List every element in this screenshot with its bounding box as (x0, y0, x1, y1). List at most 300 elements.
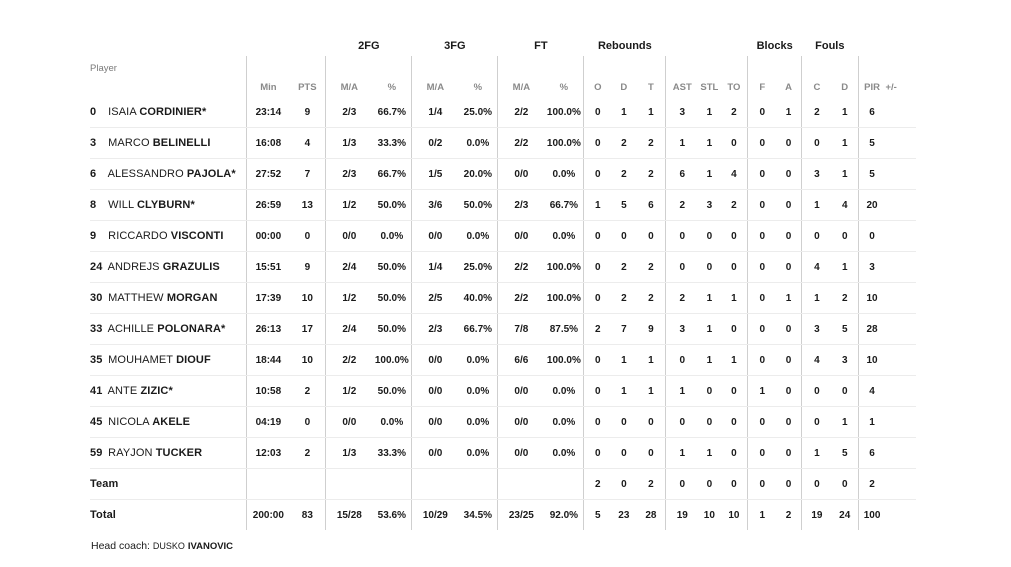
player-first-name: ACHILLE (107, 323, 155, 335)
stat-ft-pct: 66.7% (544, 190, 583, 221)
col-pir: PIR (858, 56, 885, 97)
stat-pir: 3 (858, 252, 885, 283)
stat-fg2-ma: 2/3 (326, 97, 373, 128)
stat-min: 26:59 (247, 190, 290, 221)
stat-fg2-pct: 100.0% (372, 345, 411, 376)
stat-blk-a: 0 (776, 221, 801, 252)
stat-fg3-ma: 0/2 (412, 128, 459, 159)
stat-to: 0 (721, 314, 748, 345)
player-cell (90, 314, 247, 345)
stat-pm (885, 438, 916, 469)
stat-pts: 0 (289, 221, 325, 252)
stat-min: 15:51 (247, 252, 290, 283)
player-cell (90, 283, 247, 314)
player-number: 59 (90, 447, 103, 459)
stat-foul-d: 0 (832, 376, 858, 407)
stat-foul-d: 1 (832, 97, 858, 128)
stat-min (247, 469, 290, 500)
stat-reb-o: 0 (584, 97, 611, 128)
stat-fg3-pct: 0.0% (458, 221, 497, 252)
group-ft: FT (534, 40, 548, 52)
stat-fg3-ma: 0/0 (412, 376, 459, 407)
stat-ft-ma: 2/2 (498, 252, 545, 283)
stat-pts (289, 469, 325, 500)
stat-foul-c: 4 (801, 252, 831, 283)
group-blocks: Blocks (756, 40, 793, 52)
stat-ft-pct: 92.0% (549, 509, 579, 521)
stat-fg3-pct: 0.0% (458, 345, 497, 376)
team-row (90, 469, 916, 500)
stat-blk-f: 0 (748, 345, 776, 376)
stat-reb-o: 0 (584, 438, 611, 469)
stat-fg2-ma: 2/2 (326, 345, 373, 376)
stat-fg3-pct: 34.5% (463, 509, 493, 521)
group-2fg: 2FG (358, 40, 380, 52)
stat-stl: 1 (698, 128, 720, 159)
stat-fg2-ma: 2/4 (326, 252, 373, 283)
col-plus-minus: +/- (885, 82, 897, 93)
player-row (90, 221, 916, 252)
stat-pm (885, 345, 916, 376)
stat-fg3-ma: 0/0 (412, 407, 459, 438)
stat-fg2-pct: 50.0% (372, 314, 411, 345)
stat-pm (885, 314, 916, 345)
stat-ft-pct: 0.0% (544, 376, 583, 407)
col-min: Min (247, 56, 290, 97)
player-row (90, 159, 916, 190)
stat-foul-c: 4 (801, 345, 831, 376)
stat-foul-c: 2 (801, 97, 831, 128)
stat-reb-o: 0 (584, 376, 611, 407)
stat-fg2-pct: 50.0% (372, 190, 411, 221)
stat-fg2-pct: 33.3% (372, 128, 411, 159)
player-row (90, 128, 916, 159)
stat-foul-d: 1 (832, 407, 858, 438)
stat-ft-pct: 100.0% (544, 97, 583, 128)
stat-fg3-pct: 20.0% (458, 159, 497, 190)
stat-reb-t: 1 (637, 97, 666, 128)
team-row-label: Team (90, 469, 247, 500)
stat-reb-o: 0 (584, 159, 611, 190)
stat-blk-f: 0 (748, 252, 776, 283)
stat-reb-o: 2 (584, 314, 611, 345)
stat-fg3-pct: 50.0% (458, 190, 497, 221)
player-row (90, 376, 916, 407)
stat-fg2-ma (326, 469, 373, 500)
col-foul-d: D (841, 82, 849, 93)
stat-reb-d: 2 (611, 283, 636, 314)
stat-blk-f: 0 (748, 314, 776, 345)
stat-pts: 7 (289, 159, 325, 190)
stat-reb-o: 0 (584, 283, 611, 314)
player-number: 41 (90, 385, 103, 397)
player-number: 45 (90, 416, 103, 428)
stat-stl: 10 (703, 509, 715, 521)
stat-to: 0 (721, 221, 748, 252)
stat-blk-f: 1 (748, 376, 776, 407)
stat-ast: 6 (666, 159, 698, 190)
stat-stl: 0 (698, 221, 720, 252)
stat-pm (885, 159, 916, 190)
stat-foul-d: 1 (832, 252, 858, 283)
stat-fg2-pct (372, 469, 411, 500)
col-reb-o: O (584, 56, 611, 97)
stat-pts: 9 (289, 97, 325, 128)
stat-to: 0 (721, 376, 748, 407)
player-number: 9 (90, 230, 97, 242)
head-coach-last-name: IVANOVIC (187, 541, 234, 552)
stat-ast: 2 (666, 190, 698, 221)
stat-blk-a: 2 (785, 509, 792, 521)
stat-fg3-ma: 2/3 (412, 314, 459, 345)
stat-fg3-ma: 0/0 (412, 345, 459, 376)
player-number: 3 (90, 137, 97, 149)
stat-fg3-ma: 0/0 (412, 221, 459, 252)
player-last-name: VISCONTI (170, 230, 224, 242)
player-last-name: GRAZULIS (162, 261, 220, 273)
stat-pir: 5 (858, 128, 885, 159)
player-row (90, 97, 916, 128)
player-cell (90, 438, 247, 469)
player-last-name: PAJOLA* (186, 168, 236, 180)
stat-blk-a: 0 (776, 345, 801, 376)
stat-blk-a: 0 (776, 469, 801, 500)
col-pts: PTS (298, 82, 317, 93)
stat-fg3-ma: 10/29 (412, 500, 459, 531)
stat-to: 0 (721, 438, 748, 469)
stat-pm (885, 252, 916, 283)
player-number: 8 (90, 199, 97, 211)
stat-pts: 2 (289, 438, 325, 469)
stat-blk-f: 0 (748, 190, 776, 221)
stat-reb-o: 0 (584, 407, 611, 438)
stat-blk-f: 0 (748, 469, 776, 500)
stat-reb-o: 1 (584, 190, 611, 221)
stat-pts: 13 (289, 190, 325, 221)
stat-reb-t: 2 (637, 159, 666, 190)
stat-fg2-ma: 1/3 (326, 438, 373, 469)
stat-ft-ma: 23/25 (498, 500, 545, 531)
stat-ast: 1 (666, 128, 698, 159)
stat-pir: 10 (858, 283, 885, 314)
stat-pts: 10 (289, 283, 325, 314)
stat-reb-d: 2 (611, 128, 636, 159)
group-rebounds: Rebounds (597, 40, 652, 52)
stat-pir: 20 (858, 190, 885, 221)
stat-reb-t: 2 (637, 128, 666, 159)
col-stl: STL (700, 82, 719, 93)
player-first-name: MOUHAMET (108, 354, 173, 366)
group-3fg: 3FG (444, 40, 466, 52)
stat-fg2-ma: 1/2 (326, 283, 373, 314)
stat-fg3-ma: 0/0 (412, 438, 459, 469)
head-coach-first-name: DUSKO (152, 541, 185, 551)
stat-fg3-ma: 1/4 (412, 252, 459, 283)
stat-fg3-ma (412, 469, 459, 500)
stat-ft-pct: 100.0% (544, 252, 583, 283)
stat-fg2-ma: 0/0 (326, 221, 373, 252)
stat-fg2-ma: 2/4 (326, 314, 373, 345)
stat-fg3-pct: 0.0% (458, 407, 497, 438)
stat-foul-c: 0 (801, 128, 831, 159)
player-cell (90, 221, 247, 252)
stat-reb-o: 2 (584, 469, 611, 500)
stat-pts: 2 (289, 376, 325, 407)
stat-blk-f: 0 (748, 221, 776, 252)
stat-reb-t: 2 (637, 252, 666, 283)
stat-pir: 6 (858, 97, 885, 128)
player-first-name: WILL (108, 199, 134, 211)
col-3fg-pct: % (473, 82, 483, 93)
player-row (90, 252, 916, 283)
stat-pir: 1 (858, 407, 885, 438)
stat-pm (885, 97, 916, 128)
stat-fg2-pct: 66.7% (372, 97, 411, 128)
stat-ft-pct: 100.0% (544, 283, 583, 314)
stat-stl: 1 (698, 283, 720, 314)
stat-ft-ma: 2/2 (498, 128, 545, 159)
stat-foul-d: 4 (832, 190, 858, 221)
stat-fg2-ma: 0/0 (326, 407, 373, 438)
stat-foul-c: 1 (801, 190, 831, 221)
stat-min: 16:08 (247, 128, 290, 159)
stat-fg2-pct: 33.3% (372, 438, 411, 469)
stat-pts: 10 (289, 345, 325, 376)
stat-foul-c: 0 (801, 376, 831, 407)
stat-foul-d: 24 (839, 509, 851, 521)
head-coach-label: Head coach: (91, 540, 150, 552)
stat-reb-o: 0 (584, 128, 611, 159)
player-first-name: ANDREJS (107, 261, 160, 273)
stat-stl: 0 (698, 407, 720, 438)
stat-min: 12:03 (247, 438, 290, 469)
player-number: 24 (90, 261, 103, 273)
player-cell (90, 159, 247, 190)
player-first-name: ISAIA (108, 106, 137, 118)
stat-to: 0 (721, 407, 748, 438)
stat-reb-o: 5 (584, 500, 611, 531)
stat-fg2-ma: 1/2 (326, 376, 373, 407)
stat-to: 1 (721, 345, 748, 376)
stat-pm (885, 128, 916, 159)
stat-pir: 4 (858, 376, 885, 407)
stat-to: 0 (721, 128, 748, 159)
total-row (90, 500, 916, 531)
stat-stl: 1 (698, 314, 720, 345)
player-last-name: BELINELLI (152, 137, 211, 149)
col-3fg-ma: M/A (412, 56, 459, 97)
stat-ft-pct: 0.0% (544, 221, 583, 252)
player-last-name: AKELE (152, 416, 191, 428)
stat-min: 26:13 (247, 314, 290, 345)
stat-reb-o: 0 (584, 345, 611, 376)
player-last-name: CLYBURN* (136, 199, 195, 211)
stat-fg2-pct: 0.0% (372, 407, 411, 438)
stat-stl: 1 (698, 97, 720, 128)
stat-reb-d: 0 (611, 438, 636, 469)
stat-foul-d: 1 (832, 128, 858, 159)
stat-reb-t: 2 (637, 283, 666, 314)
stat-reb-d: 2 (611, 159, 636, 190)
player-number: 30 (90, 292, 103, 304)
stat-foul-d: 0 (832, 221, 858, 252)
col-reb-d: D (620, 82, 628, 93)
stat-reb-t: 9 (637, 314, 666, 345)
stat-fg2-pct: 50.0% (372, 283, 411, 314)
total-row-label: Total (90, 509, 116, 521)
player-last-name: CORDINIER* (139, 106, 207, 118)
stat-pir: 28 (858, 314, 885, 345)
stat-ft-pct: 100.0% (544, 128, 583, 159)
stat-reb-t: 0 (637, 407, 666, 438)
player-number: 0 (90, 106, 97, 118)
stat-foul-c: 1 (801, 283, 831, 314)
col-blk-a: A (785, 82, 792, 93)
player-row (90, 407, 916, 438)
stat-blk-f: 0 (748, 128, 776, 159)
player-first-name: RICCARDO (108, 230, 168, 242)
player-last-name: ZIZIC* (140, 385, 173, 397)
stat-fg2-ma: 15/28 (326, 500, 373, 531)
stat-stl: 1 (698, 345, 720, 376)
player-first-name: ALESSANDRO (107, 168, 184, 180)
stat-to: 2 (721, 190, 748, 221)
stat-reb-d: 1 (611, 97, 636, 128)
stat-blk-a: 0 (776, 407, 801, 438)
stat-ast: 1 (666, 376, 698, 407)
stat-pm (885, 221, 916, 252)
stat-reb-o: 0 (584, 252, 611, 283)
stat-fg3-pct: 25.0% (458, 252, 497, 283)
player-cell (90, 252, 247, 283)
stat-reb-t: 0 (637, 221, 666, 252)
stat-stl: 0 (698, 376, 720, 407)
player-number: 33 (90, 323, 103, 335)
player-cell (90, 407, 247, 438)
stat-fg3-pct: 0.0% (458, 376, 497, 407)
box-score-table (90, 36, 916, 530)
stat-min: 17:39 (247, 283, 290, 314)
stat-reb-d: 0 (611, 469, 636, 500)
player-row (90, 345, 916, 376)
stat-fg2-pct: 66.7% (372, 159, 411, 190)
stat-to: 0 (721, 252, 748, 283)
stat-foul-c: 0 (801, 221, 831, 252)
player-number: 35 (90, 354, 103, 366)
stat-foul-d: 5 (832, 314, 858, 345)
stat-reb-t: 1 (637, 345, 666, 376)
player-first-name: MATTHEW (108, 292, 164, 304)
player-cell (90, 128, 247, 159)
group-fouls: Fouls (815, 40, 845, 52)
player-last-name: POLONARA* (157, 323, 226, 335)
stat-ast: 0 (666, 345, 698, 376)
stat-foul-c: 0 (801, 469, 831, 500)
stat-foul-d: 3 (832, 345, 858, 376)
player-row (90, 438, 916, 469)
stat-blk-a: 0 (776, 376, 801, 407)
stat-min: 18:44 (247, 345, 290, 376)
col-2fg-pct: % (387, 82, 397, 93)
stat-blk-a: 0 (776, 190, 801, 221)
stat-ft-ma: 6/6 (498, 345, 545, 376)
stat-min: 23:14 (247, 97, 290, 128)
stat-fg3-pct (458, 469, 497, 500)
col-reb-t: T (648, 82, 654, 93)
stat-fg2-pct: 50.0% (372, 252, 411, 283)
stat-reb-t: 0 (637, 438, 666, 469)
stat-fg3-ma: 3/6 (412, 190, 459, 221)
stat-fg2-ma: 1/3 (326, 128, 373, 159)
stat-foul-c: 3 (801, 314, 831, 345)
stat-foul-d: 5 (832, 438, 858, 469)
col-ft-ma: M/A (498, 56, 545, 97)
stat-blk-a: 0 (776, 438, 801, 469)
stat-pm (885, 376, 916, 407)
stat-blk-a: 0 (776, 252, 801, 283)
col-blk-f: F (748, 56, 776, 97)
stat-stl: 3 (698, 190, 720, 221)
stat-pts: 0 (289, 407, 325, 438)
stat-fg3-ma: 1/5 (412, 159, 459, 190)
player-cell (90, 345, 247, 376)
stat-foul-c: 3 (801, 159, 831, 190)
player-first-name: ANTE (107, 385, 138, 397)
stat-stl: 1 (698, 438, 720, 469)
stat-fg3-pct: 66.7% (458, 314, 497, 345)
col-ft-pct: % (559, 82, 569, 93)
stat-pir: 2 (858, 469, 885, 500)
stat-blk-f: 0 (748, 407, 776, 438)
stat-min: 00:00 (247, 221, 290, 252)
stat-reb-d: 5 (611, 190, 636, 221)
stat-ast: 1 (666, 438, 698, 469)
player-row (90, 314, 916, 345)
stat-foul-c: 1 (801, 438, 831, 469)
stat-fg3-pct: 40.0% (458, 283, 497, 314)
stat-stl: 1 (698, 159, 720, 190)
stat-blk-f: 0 (748, 159, 776, 190)
stat-pir: 5 (858, 159, 885, 190)
player-last-name: MORGAN (166, 292, 218, 304)
stat-blk-a: 0 (776, 314, 801, 345)
stat-ft-ma: 2/2 (498, 283, 545, 314)
player-first-name: NICOLA (108, 416, 150, 428)
stat-ast: 3 (666, 314, 698, 345)
stat-foul-d: 1 (832, 159, 858, 190)
stat-reb-d: 0 (611, 407, 636, 438)
player-last-name: DIOUF (176, 354, 211, 366)
stat-pts: 17 (289, 314, 325, 345)
stat-min: 27:52 (247, 159, 290, 190)
stat-to: 1 (721, 283, 748, 314)
stat-ast: 0 (666, 407, 698, 438)
stat-to: 2 (721, 97, 748, 128)
stat-fg3-pct: 0.0% (458, 128, 497, 159)
stat-reb-t: 1 (637, 376, 666, 407)
stat-ast: 0 (666, 252, 698, 283)
column-header-row (90, 56, 916, 97)
stat-fg3-ma: 2/5 (412, 283, 459, 314)
stat-pm (885, 190, 916, 221)
stat-reb-o: 0 (584, 221, 611, 252)
player-cell (90, 376, 247, 407)
player-cell (90, 97, 247, 128)
stat-reb-t: 6 (637, 190, 666, 221)
stat-blk-f: 0 (748, 438, 776, 469)
stat-to: 10 (728, 509, 740, 521)
stat-blk-a: 1 (776, 283, 801, 314)
